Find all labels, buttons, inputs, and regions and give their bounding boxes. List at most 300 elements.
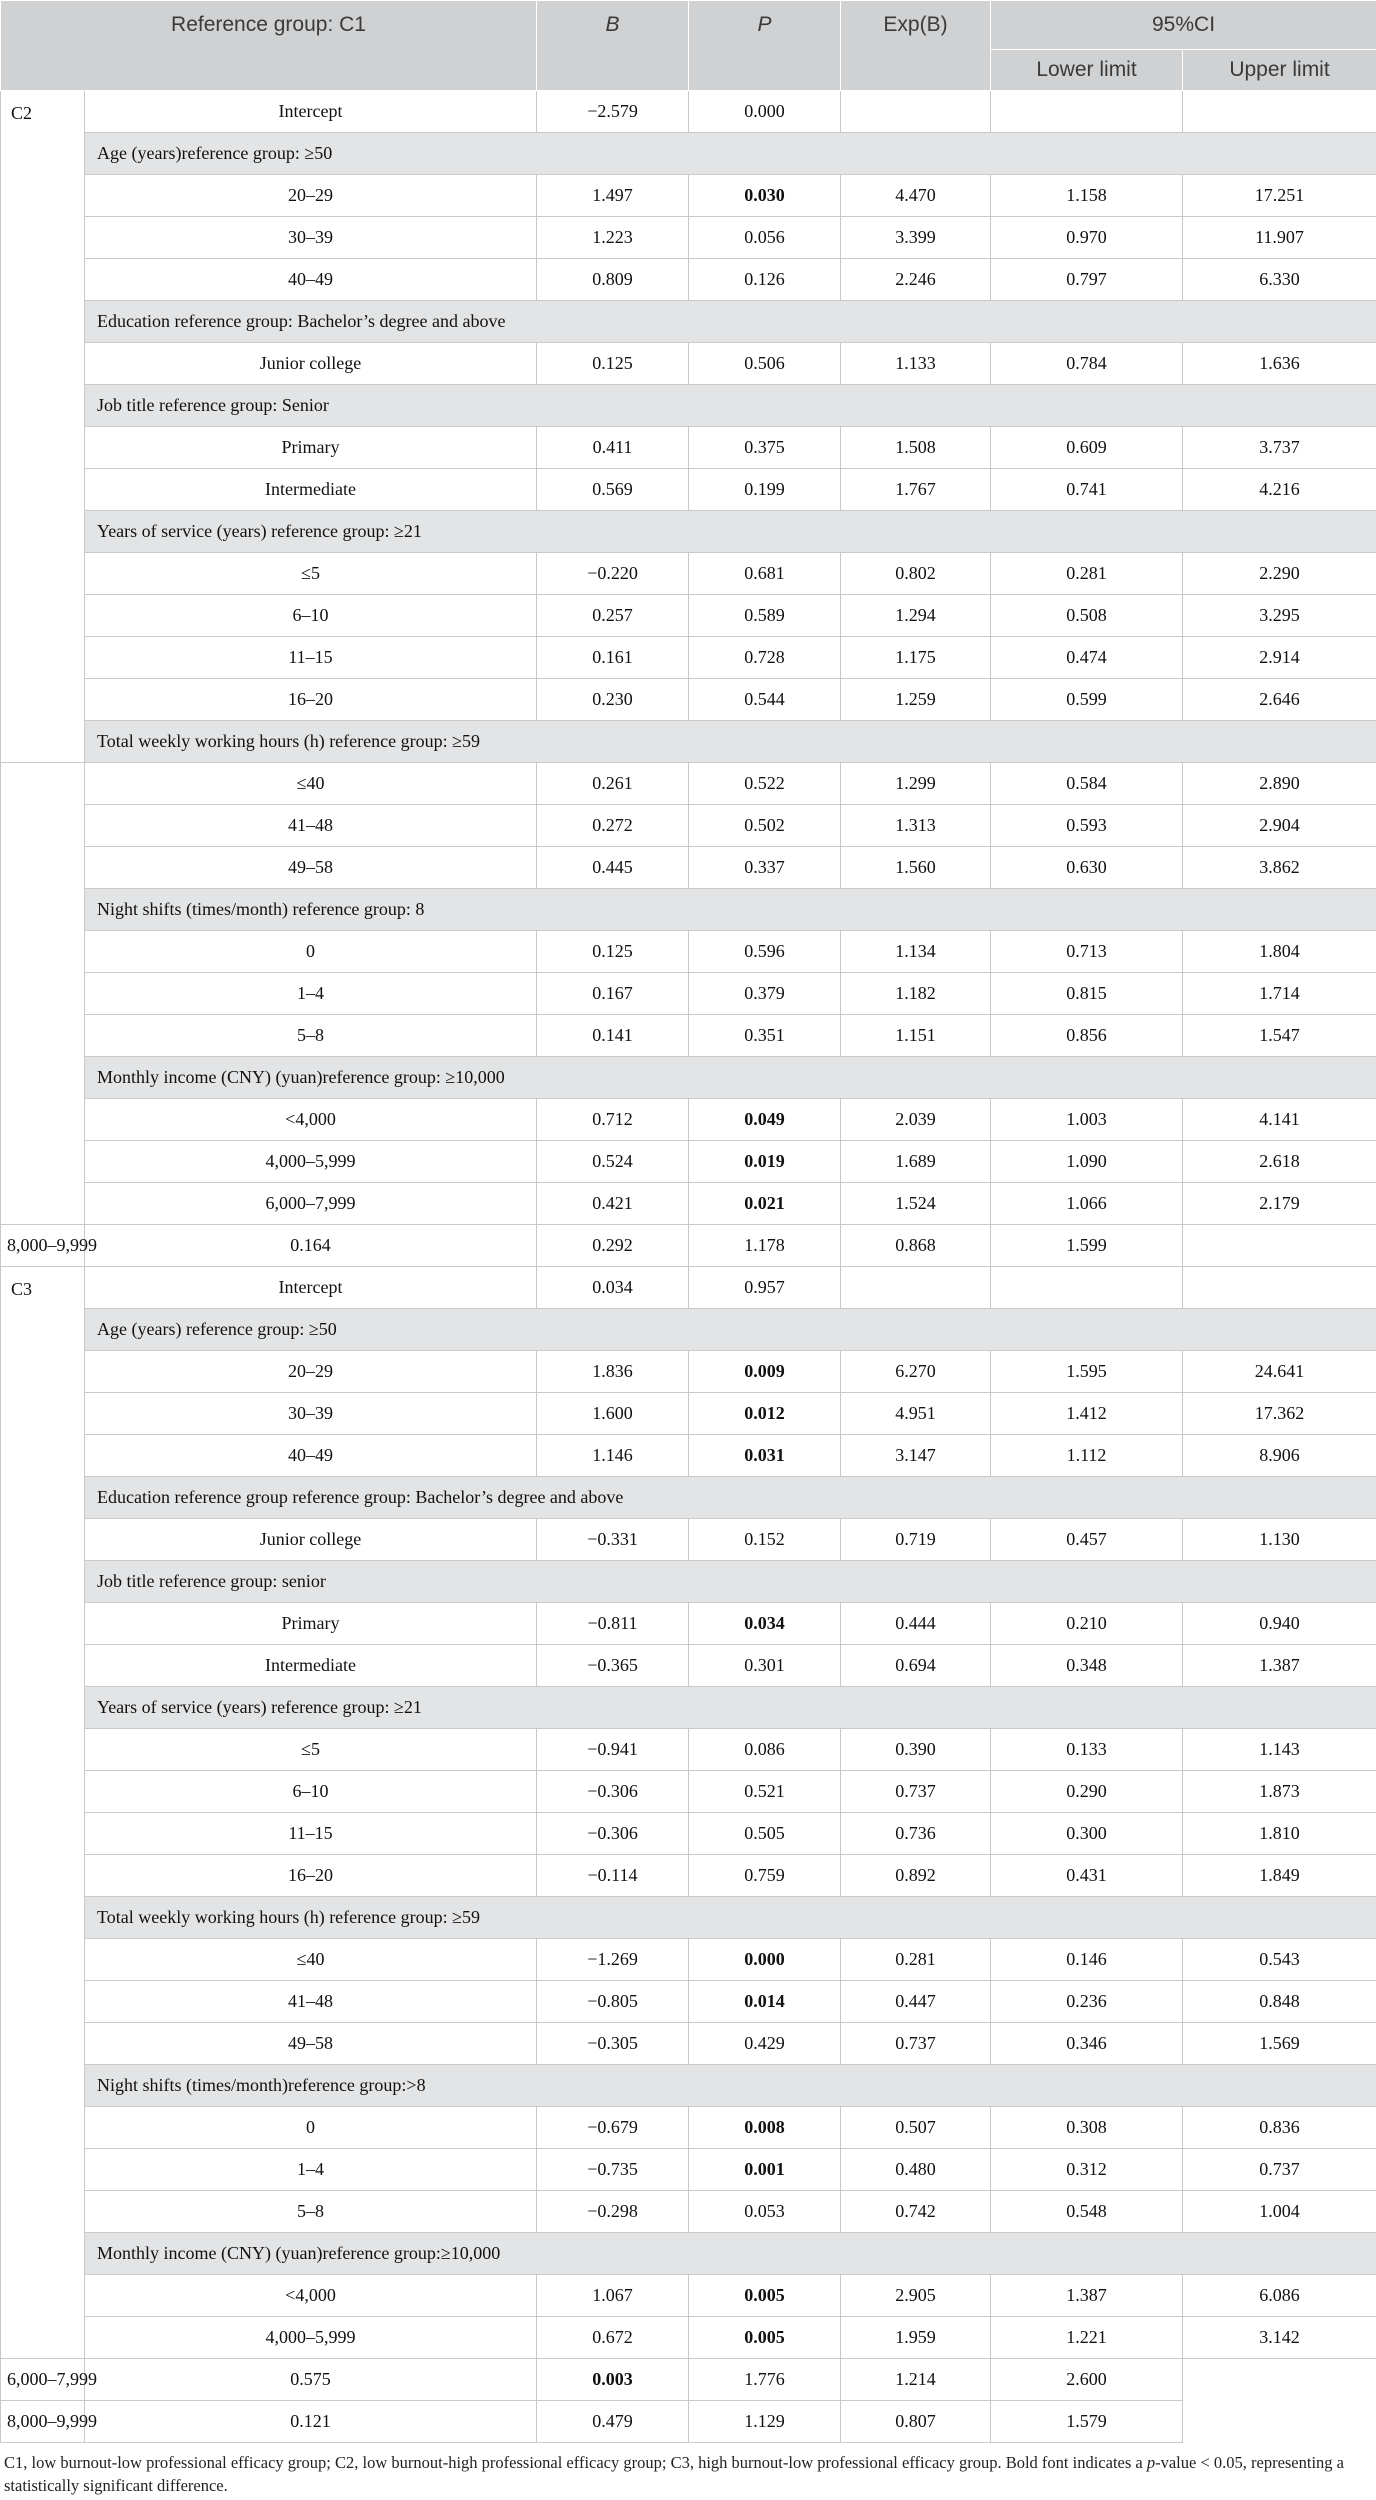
p-cell: 0.505 [689,1813,841,1855]
expb-cell: 1.259 [841,679,991,721]
b-cell: 0.411 [537,427,689,469]
table-row [1,1225,1376,1267]
footnote-text-1: C1, low burnout-low professional efficacy group; C2, low burnout-high professional efficacy group; C3, high burnout-low professional efficacy group. Bold font indicates a [4,2453,1147,2472]
expb-cell: 1.767 [841,469,991,511]
p-cell: 0.152 [689,1519,841,1561]
b-cell: 0.141 [537,1015,689,1057]
lower-limit-cell: 0.308 [991,2107,1183,2149]
b-cell: −0.306 [537,1813,689,1855]
b-cell: 0.230 [537,679,689,721]
table-row [1,2359,1376,2401]
table-row [1,1981,1376,2023]
table-row [1,763,1376,805]
subheader-label: Job title reference group: Senior [85,385,1376,427]
variable-cell: 8,000–9,999 [1,2401,85,2443]
expb-cell: 0.742 [841,2191,991,2233]
table-row [1,2149,1376,2191]
upper-limit-cell: 1.599 [991,1225,1183,1267]
upper-limit-cell: 1.143 [1183,1729,1376,1771]
b-cell: 0.272 [537,805,689,847]
table-row [1,1645,1376,1687]
variable-cell: 40–49 [85,1435,537,1477]
table-row [1,1267,1376,1309]
subheader-row [1,511,1376,553]
subheader-label: Total weekly working hours (h) reference group: ≥59 [85,721,1376,763]
b-cell: 0.161 [537,637,689,679]
expb-cell: 0.802 [841,553,991,595]
table-row [1,847,1376,889]
expb-cell: 2.039 [841,1099,991,1141]
subheader-row [1,1687,1376,1729]
upper-limit-cell: 2.618 [1183,1141,1376,1183]
expb-cell [841,1267,991,1309]
lower-limit-cell: 1.221 [991,2317,1183,2359]
table-row [1,1351,1376,1393]
table-row [1,1729,1376,1771]
table-row [1,259,1376,301]
upper-limit-cell: 1.636 [1183,343,1376,385]
b-cell: −0.298 [537,2191,689,2233]
b-cell: 0.575 [85,2359,537,2401]
upper-limit-cell: 6.330 [1183,259,1376,301]
table-row [1,1015,1376,1057]
expb-cell [841,91,991,133]
b-cell: 0.167 [537,973,689,1015]
lower-limit-cell: 1.412 [991,1393,1183,1435]
b-cell: −1.269 [537,1939,689,1981]
group-label: C3 [1,1267,85,2359]
variable-cell: Primary [85,427,537,469]
p-cell: 0.759 [689,1855,841,1897]
upper-limit-cell: 8.906 [1183,1435,1376,1477]
upper-limit-cell: 3.862 [1183,847,1376,889]
subheader-label: Monthly income (CNY) (yuan)reference group: ≥10,000 [85,1057,1376,1099]
upper-limit-cell: 2.890 [1183,763,1376,805]
variable-cell: 4,000–5,999 [85,1141,537,1183]
p-cell: 0.003 [537,2359,689,2401]
lower-limit-cell: 0.784 [991,343,1183,385]
table-row [1,2401,1376,2443]
header-reference-group: Reference group: C1 [1,1,537,91]
table-body [1,91,1376,2443]
subheader-label: Years of service (years) reference group: ≥21 [85,1687,1376,1729]
b-cell: 0.445 [537,847,689,889]
b-cell: 1.223 [537,217,689,259]
header-lower-limit: Lower limit [991,50,1183,91]
variable-cell: ≤40 [85,763,537,805]
upper-limit-cell: 4.141 [1183,1099,1376,1141]
table-footnote [4,2451,1372,2497]
lower-limit-cell: 0.281 [991,553,1183,595]
subheader-label: Night shifts (times/month)reference group:>8 [85,2065,1376,2107]
subheader-row [1,385,1376,427]
lower-limit-cell: 0.868 [841,1225,991,1267]
variable-cell: ≤5 [85,1729,537,1771]
b-cell: 1.067 [537,2275,689,2317]
table-row [1,91,1376,133]
expb-cell: 0.737 [841,2023,991,2065]
p-cell: 0.021 [689,1183,841,1225]
expb-cell: 1.178 [689,1225,841,1267]
p-cell: 0.008 [689,2107,841,2149]
p-cell: 0.957 [689,1267,841,1309]
lower-limit-cell: 1.595 [991,1351,1183,1393]
subheader-label: Total weekly working hours (h) reference group: ≥59 [85,1897,1376,1939]
expb-cell: 1.151 [841,1015,991,1057]
variable-cell: 5–8 [85,2191,537,2233]
variable-cell: 20–29 [85,175,537,217]
b-cell: −0.331 [537,1519,689,1561]
variable-cell: Primary [85,1603,537,1645]
variable-cell: Junior college [85,343,537,385]
p-cell: 0.506 [689,343,841,385]
b-cell: −2.579 [537,91,689,133]
variable-cell: 49–58 [85,2023,537,2065]
table-row [1,1855,1376,1897]
lower-limit-cell: 0.609 [991,427,1183,469]
expb-cell: 4.470 [841,175,991,217]
upper-limit-cell: 3.295 [1183,595,1376,637]
expb-cell: 0.892 [841,1855,991,1897]
upper-limit-cell [1183,91,1376,133]
table-row [1,2023,1376,2065]
b-cell: 0.164 [85,1225,537,1267]
expb-cell: 0.281 [841,1939,991,1981]
table-row [1,427,1376,469]
expb-cell: 3.399 [841,217,991,259]
upper-limit-cell: 17.251 [1183,175,1376,217]
table-row [1,2317,1376,2359]
lower-limit-cell: 1.003 [991,1099,1183,1141]
expb-cell: 0.444 [841,1603,991,1645]
lower-limit-cell: 0.431 [991,1855,1183,1897]
upper-limit-cell: 6.086 [1183,2275,1376,2317]
group-label: C2 [1,91,85,763]
p-cell: 0.589 [689,595,841,637]
b-cell: 1.497 [537,175,689,217]
variable-cell: 6–10 [85,595,537,637]
subheader-row [1,133,1376,175]
subheader-label: Night shifts (times/month) reference group: 8 [85,889,1376,931]
variable-cell: 30–39 [85,1393,537,1435]
expb-cell: 1.299 [841,763,991,805]
variable-cell: 40–49 [85,259,537,301]
p-cell: 0.351 [689,1015,841,1057]
b-cell: 1.146 [537,1435,689,1477]
b-cell: 1.836 [537,1351,689,1393]
header-b: B [537,1,689,91]
lower-limit-cell: 0.133 [991,1729,1183,1771]
upper-limit-cell: 1.130 [1183,1519,1376,1561]
expb-cell: 1.959 [841,2317,991,2359]
p-cell: 0.479 [537,2401,689,2443]
upper-limit-cell: 1.849 [1183,1855,1376,1897]
expb-cell: 2.905 [841,2275,991,2317]
expb-cell: 1.313 [841,805,991,847]
upper-limit-cell: 0.737 [1183,2149,1376,2191]
lower-limit-cell: 0.146 [991,1939,1183,1981]
lower-limit-cell: 1.090 [991,1141,1183,1183]
variable-cell: 4,000–5,999 [85,2317,537,2359]
b-cell: 0.121 [85,2401,537,2443]
table-row [1,2107,1376,2149]
upper-limit-cell: 1.387 [1183,1645,1376,1687]
p-cell: 0.681 [689,553,841,595]
subheader-label: Age (years)reference group: ≥50 [85,133,1376,175]
expb-cell: 0.736 [841,1813,991,1855]
header-95ci: 95%CI [991,1,1376,50]
p-cell: 0.199 [689,469,841,511]
table-row [1,931,1376,973]
p-cell: 0.012 [689,1393,841,1435]
variable-cell: 8,000–9,999 [1,1225,85,1267]
footnote-p-italic: p [1146,2453,1156,2472]
lower-limit-cell: 0.797 [991,259,1183,301]
upper-limit-cell: 3.737 [1183,427,1376,469]
expb-cell: 4.951 [841,1393,991,1435]
p-cell: 0.375 [689,427,841,469]
p-cell: 0.056 [689,217,841,259]
variable-cell: <4,000 [85,2275,537,2317]
subheader-row [1,889,1376,931]
p-cell: 0.596 [689,931,841,973]
p-cell: 0.429 [689,2023,841,2065]
upper-limit-cell [1183,1267,1376,1309]
variable-cell: Intercept [85,1267,537,1309]
b-cell: 0.672 [537,2317,689,2359]
table-row [1,1393,1376,1435]
upper-limit-cell: 1.714 [1183,973,1376,1015]
variable-cell: 11–15 [85,1813,537,1855]
subheader-label: Education reference group reference group: Bachelor’s degree and above [85,1477,1376,1519]
p-cell: 0.000 [689,1939,841,1981]
upper-limit-cell: 0.848 [1183,1981,1376,2023]
lower-limit-cell: 0.599 [991,679,1183,721]
variable-cell: 41–48 [85,805,537,847]
lower-limit-cell: 0.548 [991,2191,1183,2233]
expb-cell: 0.390 [841,1729,991,1771]
subheader-row [1,2233,1376,2275]
lower-limit-cell: 0.290 [991,1771,1183,1813]
b-cell: −0.679 [537,2107,689,2149]
b-cell: 0.257 [537,595,689,637]
variable-cell: 11–15 [85,637,537,679]
lower-limit-cell [991,1267,1183,1309]
table-row [1,595,1376,637]
table-row [1,1939,1376,1981]
expb-cell: 1.508 [841,427,991,469]
table-header [1,1,1376,91]
upper-limit-cell: 11.907 [1183,217,1376,259]
p-cell: 0.379 [689,973,841,1015]
p-cell: 0.522 [689,763,841,805]
b-cell: −0.306 [537,1771,689,1813]
b-cell: −0.805 [537,1981,689,2023]
subheader-label: Monthly income (CNY) (yuan)reference group:≥10,000 [85,2233,1376,2275]
variable-cell: Intermediate [85,1645,537,1687]
lower-limit-cell: 0.457 [991,1519,1183,1561]
upper-limit-cell: 2.290 [1183,553,1376,595]
table-row [1,1813,1376,1855]
expb-cell: 2.246 [841,259,991,301]
p-cell: 0.001 [689,2149,841,2191]
p-cell: 0.019 [689,1141,841,1183]
expb-cell: 0.694 [841,1645,991,1687]
p-cell: 0.086 [689,1729,841,1771]
variable-cell: 20–29 [85,1351,537,1393]
b-cell: −0.114 [537,1855,689,1897]
p-cell: 0.292 [537,1225,689,1267]
expb-cell: 0.507 [841,2107,991,2149]
b-cell: 0.809 [537,259,689,301]
upper-limit-cell: 1.579 [991,2401,1183,2443]
variable-cell: 16–20 [85,679,537,721]
variable-cell: Junior college [85,1519,537,1561]
table-row [1,175,1376,217]
b-cell: 0.125 [537,931,689,973]
table-row [1,1099,1376,1141]
p-cell: 0.053 [689,2191,841,2233]
p-cell: 0.014 [689,1981,841,2023]
table-row [1,217,1376,259]
expb-cell: 1.134 [841,931,991,973]
expb-cell: 1.175 [841,637,991,679]
variable-cell: 5–8 [85,1015,537,1057]
table-row [1,469,1376,511]
variable-cell: 0 [85,2107,537,2149]
footnote-text-2: -value < 0.05, representing a statistically significant difference. [4,2453,1344,2495]
lower-limit-cell: 0.474 [991,637,1183,679]
subheader-row [1,721,1376,763]
header-p: P [689,1,841,91]
subheader-label: Education reference group: Bachelor’s degree and above [85,301,1376,343]
expb-cell: 0.480 [841,2149,991,2191]
lower-limit-cell: 0.346 [991,2023,1183,2065]
variable-cell: 1–4 [85,973,537,1015]
p-cell: 0.000 [689,91,841,133]
b-cell: −0.941 [537,1729,689,1771]
upper-limit-cell: 2.600 [991,2359,1183,2401]
lower-limit-cell: 0.348 [991,1645,1183,1687]
upper-limit-cell: 24.641 [1183,1351,1376,1393]
p-cell: 0.005 [689,2275,841,2317]
subheader-row [1,1561,1376,1603]
lower-limit-cell: 0.508 [991,595,1183,637]
subheader-row [1,2065,1376,2107]
variable-cell: ≤40 [85,1939,537,1981]
lower-limit-cell: 1.112 [991,1435,1183,1477]
p-cell: 0.034 [689,1603,841,1645]
b-cell: −0.365 [537,1645,689,1687]
p-cell: 0.005 [689,2317,841,2359]
lower-limit-cell: 0.630 [991,847,1183,889]
lower-limit-cell: 0.584 [991,763,1183,805]
p-cell: 0.031 [689,1435,841,1477]
variable-cell: ≤5 [85,553,537,595]
lower-limit-cell: 0.741 [991,469,1183,511]
table-row [1,2275,1376,2317]
lower-limit-cell: 1.066 [991,1183,1183,1225]
table-row [1,1603,1376,1645]
table-row [1,2191,1376,2233]
p-cell: 0.126 [689,259,841,301]
table-row [1,1519,1376,1561]
upper-limit-cell: 17.362 [1183,1393,1376,1435]
lower-limit-cell: 0.807 [841,2401,991,2443]
table-row [1,1183,1376,1225]
variable-cell: 16–20 [85,1855,537,1897]
upper-limit-cell: 1.569 [1183,2023,1376,2065]
header-expb: Exp(B) [841,1,991,91]
upper-limit-cell: 2.179 [1183,1183,1376,1225]
expb-cell: 1.560 [841,847,991,889]
b-cell: 1.600 [537,1393,689,1435]
lower-limit-cell: 0.210 [991,1603,1183,1645]
variable-cell: <4,000 [85,1099,537,1141]
expb-cell: 0.737 [841,1771,991,1813]
table-row [1,805,1376,847]
b-cell: 0.034 [537,1267,689,1309]
b-cell: 0.569 [537,469,689,511]
b-cell: 0.261 [537,763,689,805]
p-cell: 0.544 [689,679,841,721]
variable-cell: 6–10 [85,1771,537,1813]
expb-cell: 3.147 [841,1435,991,1477]
lower-limit-cell: 0.236 [991,1981,1183,2023]
b-cell: −0.735 [537,2149,689,2191]
variable-cell: 6,000–7,999 [85,1183,537,1225]
table-row [1,637,1376,679]
p-cell: 0.337 [689,847,841,889]
variable-cell: 1–4 [85,2149,537,2191]
b-cell: 0.125 [537,343,689,385]
upper-limit-cell: 0.940 [1183,1603,1376,1645]
upper-limit-cell: 1.873 [1183,1771,1376,1813]
upper-limit-cell: 2.646 [1183,679,1376,721]
b-cell: 0.712 [537,1099,689,1141]
expb-cell: 1.776 [689,2359,841,2401]
variable-cell: 6,000–7,999 [1,2359,85,2401]
subheader-label: Job title reference group: senior [85,1561,1376,1603]
expb-cell: 6.270 [841,1351,991,1393]
b-cell: −0.305 [537,2023,689,2065]
lower-limit-cell: 0.300 [991,1813,1183,1855]
subheader-row [1,1057,1376,1099]
variable-cell: 0 [85,931,537,973]
upper-limit-cell: 2.914 [1183,637,1376,679]
expb-cell: 0.719 [841,1519,991,1561]
lower-limit-cell: 0.312 [991,2149,1183,2191]
b-cell: −0.220 [537,553,689,595]
upper-limit-cell: 4.216 [1183,469,1376,511]
b-cell: −0.811 [537,1603,689,1645]
expb-cell: 1.524 [841,1183,991,1225]
expb-cell: 1.129 [689,2401,841,2443]
p-cell: 0.728 [689,637,841,679]
expb-cell: 1.294 [841,595,991,637]
b-cell: 0.524 [537,1141,689,1183]
upper-limit-cell: 1.810 [1183,1813,1376,1855]
subheader-label: Age (years) reference group: ≥50 [85,1309,1376,1351]
p-cell: 0.521 [689,1771,841,1813]
expb-cell: 1.689 [841,1141,991,1183]
expb-cell: 1.182 [841,973,991,1015]
upper-limit-cell: 0.836 [1183,2107,1376,2149]
lower-limit-cell: 1.214 [841,2359,991,2401]
upper-limit-cell: 1.004 [1183,2191,1376,2233]
table-row [1,679,1376,721]
table-row [1,343,1376,385]
